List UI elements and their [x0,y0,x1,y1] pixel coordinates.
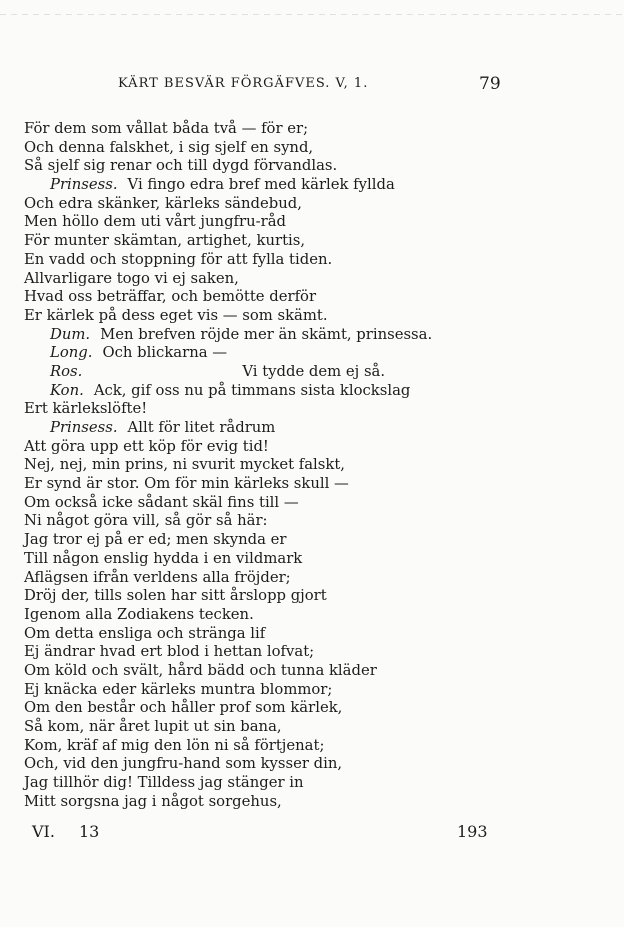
line-text: Men höllo dem uti vårt jungfru-råd [24,213,287,231]
line-text: Mitt sorgsna jag i något sorgehus, [24,792,282,810]
line-text: Om också icke sådant skäl fins till — [24,493,299,511]
verse-line [24,363,464,382]
verse-line [24,213,464,232]
line-text: Dröj der, tills solen har sitt årslopp gjort [24,587,327,605]
line-text: Så kom, när året lupit ut sin bana, [24,718,282,735]
verse-line [24,737,464,756]
line-text: Ert kärlekslöfte! [24,400,148,418]
verse-line [24,494,464,513]
verse-line [24,139,464,158]
line-text: Om köld och svält, hård bädd och tunna kläder [24,661,377,679]
verse-line [24,344,464,363]
line-text: Er synd är stor. Om för min kärleks skull — [24,475,349,493]
line-text: Nej, nej, min prins, ni svurit mycket falskt, [24,456,345,474]
speaker-name: Kon. [50,381,84,399]
line-text: En vadd och stoppning för att fylla tiden. [24,250,333,268]
line-text: Er kärlek på dess eget vis — som skämt. [24,306,328,324]
verse-line [24,755,464,774]
line-text: Kom, kräf af mig den lön ni så förtjenat; [24,736,325,754]
line-text: Men brefven röjde mer än skämt, prinsessa. [100,325,433,343]
signature-volume: VI. [32,822,55,841]
verse-line [24,251,464,270]
verse-line [24,120,464,139]
verse-line [24,456,464,475]
verse-line [24,793,464,812]
page-number: 79 [479,74,501,94]
verse-line [24,625,464,644]
line-text: Igenom alla Zodiakens tecken. [24,605,254,623]
line-text: Allvarligare togo vi ej saken, [24,269,239,287]
line-text: Ack, gif oss nu på timmans sista klockslag [93,381,411,399]
verse-line [24,531,464,550]
verse-line [24,270,464,289]
line-text: Jag tillhör dig! Tilldess jag stänger in [24,774,304,792]
verse-line [24,643,464,662]
speaker-name: Prinsess. [50,419,118,436]
verse-line [24,400,464,419]
line-text: Ej ändrar hvad ert blod i hettan lofvat; [24,643,315,661]
line-text: Vi tydde dem ej så. [242,362,386,380]
verse-line [24,569,464,588]
running-head: KÄRT BESVÄR FÖRGÄFVES. V, 1. [118,76,369,91]
verse-line [24,232,464,251]
verse-line [24,550,464,569]
line-text: Så sjelf sig renar och till dygd förvandlas. [24,157,338,175]
verse-text [24,120,464,811]
line-text: Aflägsen ifrån verldens alla fröjder; [24,568,291,586]
verse-line [24,606,464,625]
verse-line [24,662,464,681]
sheet-number: 193 [457,822,488,841]
speaker-name: Prinsess. [50,176,118,194]
line-text: Ej knäcka eder kärleks muntra blommor; [24,680,333,698]
verse-line [24,512,464,531]
line-text: Vi fingo edra bref med kärlek fyllda [127,176,395,194]
line-text: Och denna falskhet, i sig sjelf en synd, [24,138,314,156]
speaker-name: Ros. [50,362,83,380]
verse-line [24,419,464,438]
verse-line [24,718,464,737]
line-text: För munter skämtan, artighet, kurtis, [24,232,306,250]
scan-artifact-line [0,14,624,15]
line-text: Jag tror ej på er ed; men skynda er [24,531,287,549]
verse-line [24,438,464,457]
signature-number: 13 [78,822,100,841]
line-text: Allt för litet rådrum [127,419,276,436]
verse-line [24,382,464,401]
verse-line [24,288,464,307]
verse-line [24,326,464,345]
line-text: Ni något göra vill, så gör så här: [24,512,268,530]
speaker-name: Long. [50,344,93,362]
line-text: Om den består och håller prof som kärlek, [24,699,343,717]
line-text: Och blickarna — [102,344,228,362]
verse-line [24,195,464,214]
verse-line [24,475,464,494]
verse-line [24,176,464,195]
line-text: Till någon enslig hydda i en vildmark [24,549,303,567]
verse-line [24,699,464,718]
speaker-name: Dum. [50,325,91,343]
verse-line [24,157,464,176]
line-text: För dem som vållat båda två — för er; [24,120,309,137]
signature-mark [32,822,99,841]
line-text: Att göra upp ett köp för evig tid! [24,437,269,455]
verse-line [24,587,464,606]
line-text: Och edra skänker, kärleks sändebud, [24,194,302,212]
line-text: Om detta ensliga och stränga lif [24,624,266,642]
line-text: Hvad oss beträffar, och bemötte derför [24,288,317,306]
verse-line [24,307,464,326]
verse-line [24,774,464,793]
verse-line [24,681,464,700]
line-text: Och, vid den jungfru-hand som kysser din, [24,755,343,773]
